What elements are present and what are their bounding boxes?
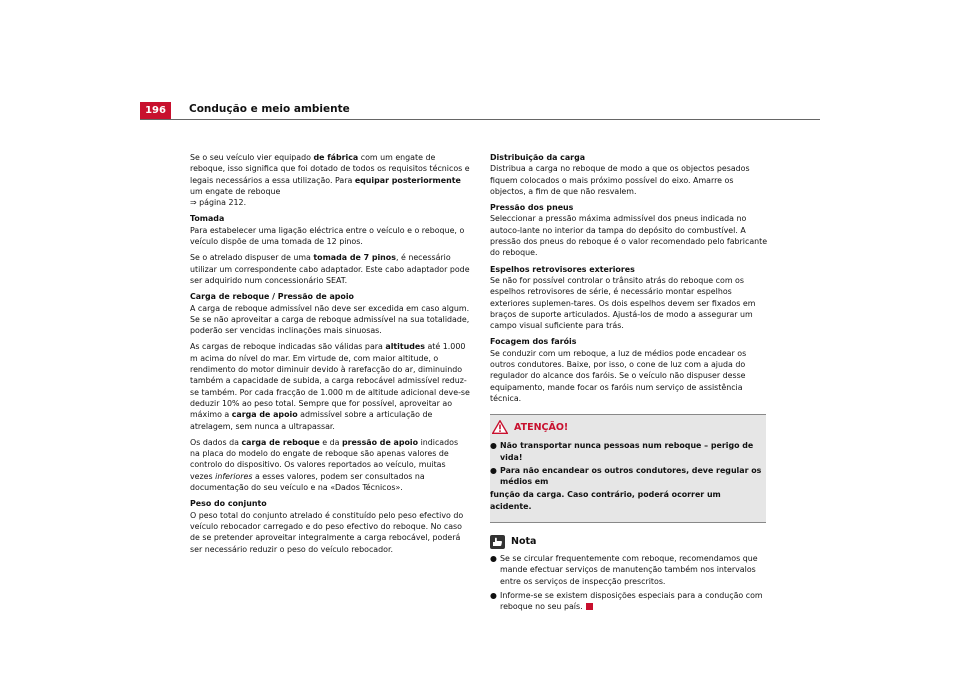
text: e da <box>319 437 343 447</box>
text: admissível sobre a articulação de atrelagem, sem nunca a ultrapassar. <box>190 410 433 431</box>
bold-text: de fábrica <box>313 153 359 162</box>
text: Se o atrelado dispuser de uma <box>190 253 314 263</box>
header-divider <box>140 119 820 120</box>
note-title: Nota <box>511 536 537 548</box>
text: a esses valores, podem ser consultados na documentação do seu veículo e na «Dados Técnicos». <box>190 471 425 493</box>
bullet-icon: ● <box>490 590 497 600</box>
bold-text: altitudes <box>385 342 425 352</box>
text: As cargas de reboque indicadas são válidas para <box>190 342 386 352</box>
page-reference-link[interactable]: ⇒ página 212. <box>190 198 247 208</box>
text: indicados na placa do modelo do engate de reboque são apenas valores de controlo do dispositivo. Os valores reportados ao veículo, muitas vezes <box>190 437 459 481</box>
note-item-text <box>500 590 770 613</box>
bullet-icon: ● <box>490 465 497 475</box>
note-item <box>490 553 770 587</box>
heading-distribuicao-carga: Distribuição da carga <box>490 153 586 162</box>
bullet-icon: ● <box>490 554 497 564</box>
text: Informe-se se existem disposições especiais para a condução com reboque no seu país. <box>500 590 763 612</box>
text: um engate de reboque <box>190 186 281 196</box>
left-column <box>190 152 470 560</box>
warning-item-continuation: função da carga. Caso contrário, poderá ocorrer um acidente. <box>490 490 721 511</box>
text: com um engate de reboque, isso significa que foi dotado de todos os requisitos técnicos e legais necessários a essa utilização. Para <box>190 153 470 185</box>
bold-text: carga de reboque <box>241 437 320 447</box>
warning-title: ATENÇÃO! <box>514 421 569 433</box>
heading-pressao-pneus: Pressão dos pneus <box>490 203 574 213</box>
note-item <box>490 590 770 613</box>
end-marker-icon <box>586 603 593 610</box>
bold-text: pressão de apoio <box>342 437 419 447</box>
heading-peso-conjunto: Peso do conjunto <box>190 499 267 509</box>
carga-paragraph: A carga de reboque admissível não deve ser excedida em caso algum. Se se não aproveitar a carga de reboque admissível na sua totalidade, poderão ser vencidas inclinações mais sinuosas. <box>190 303 470 336</box>
right-column <box>490 152 770 616</box>
tomada-paragraph: Para estabelecer uma ligação eléctrica entre o veículo e o reboque, o veículo dispõe de uma tomada de 12 pinos. <box>190 225 465 247</box>
page-number: 196 <box>140 102 171 119</box>
section-title: Condução e meio ambiente <box>189 103 350 115</box>
farois-paragraph: Se conduzir com um reboque, a luz de médios pode encadear os outros condutores. Baixe, por isso, o cone de luz com a ajuda do regulador do alcance dos faróis. Se o veículo não dispuser desse equipamento, mande focar os faróis num serviço de assistência técnica. <box>490 348 747 403</box>
italic-text: inferiores <box>215 471 253 481</box>
warning-triangle-icon <box>492 420 508 434</box>
note-item-text: Se se circular frequentemente com reboque, recomendamos que mande efectuar serviços de manutenção também nos intervalos entre os serviços de inspecção prescritos. <box>500 554 758 586</box>
text: até 1.000 m acima do nível do mar. Em virtude de, com maior altitude, o rendimento do motor diminuir devido à rarefacção do ar, diminuindo também a capacidade de subida, a carga rebocável admissível reduz-se também. Por cada fracção de 1.000 m de altitude adicional deve-se deduzir 10% ao peso total. Sempre que for possível, aproveitar ao máximo a <box>190 342 470 420</box>
heading-focagem-farois: Focagem dos faróis <box>490 337 577 347</box>
bold-text: equipar posteriormente <box>354 175 461 185</box>
warning-header <box>492 420 762 434</box>
heading-espelhos: Espelhos retrovisores exteriores <box>490 264 635 274</box>
dados-paragraph <box>190 437 470 493</box>
heading-carga-reboque: Carga de reboque / Pressão de apoio <box>190 292 354 302</box>
pneus-paragraph: Seleccionar a pressão máxima admissível dos pneus indicada no autoco-lante no interior da tampa do depósito do combustível. A pressão dos pneus do reboque é o valor recomendado pelo fabricante do reboque. <box>490 214 768 258</box>
peso-paragraph: O peso total do conjunto atrelado é constituído pelo peso efectivo do veículo rebocador carregado e do peso efectivo do reboque. No caso de se pretender aproveitar integralmente a carga rebocável, poderá ser necessário reduzir o peso do veículo rebocador. <box>190 510 464 554</box>
bullet-icon: ● <box>490 441 497 451</box>
intro-paragraph <box>190 152 470 208</box>
bold-text: carga de apoio <box>231 410 298 420</box>
warning-box <box>490 414 766 523</box>
text: Os dados da <box>190 437 242 447</box>
altitudes-paragraph <box>190 341 470 431</box>
warning-item-text: Não transportar nunca pessoas num reboque – perigo de vida! <box>500 441 754 462</box>
text: Se o seu veículo vier equipado <box>190 153 314 162</box>
distribuicao-paragraph: Distribua a carga no reboque de modo a que os objectos pesados fiquem colocados o mais próximo possível do eixo. Amarre os objectos, a fim de que não resvalem. <box>490 164 750 196</box>
text: , é necessário utilizar um correspondente cabo adaptador. Este cabo adaptador pode ser adquirido num concessionário SEAT. <box>190 253 470 285</box>
warning-item <box>490 440 762 463</box>
espelhos-paragraph: Se não for possível controlar o trânsito atrás do reboque com os espelhos retrovisores de série, é necessário montar espelhos exteriores suplemen-tares. Os dois espelhos devem ser fixados em braços de suporte articulados. Ajustá-los de modo a assegurar um campo visual suficiente para trás. <box>490 275 756 331</box>
bold-text: tomada de 7 pinos <box>313 253 396 263</box>
heading-tomada: Tomada <box>190 214 225 224</box>
note-hand-icon <box>490 535 505 549</box>
warning-item-text: Para não encandear os outros condutores, deve regular os médios em <box>500 465 762 487</box>
note-header <box>490 535 770 549</box>
tomada-7-pinos-paragraph <box>190 252 470 286</box>
warning-item <box>490 465 762 488</box>
